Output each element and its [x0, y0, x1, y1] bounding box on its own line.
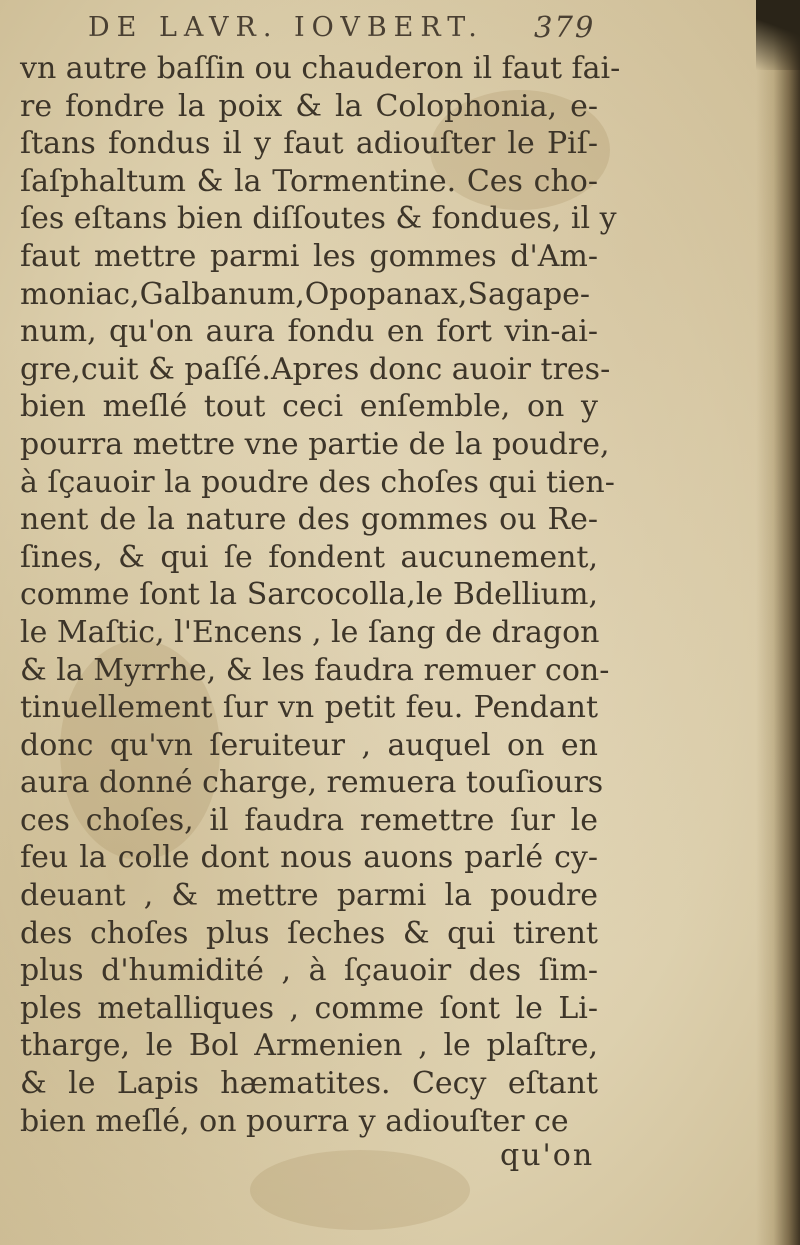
text-line: gre,cuit & paſſé.Apres donc auoir tres-	[20, 351, 611, 387]
text-line: des choſes plus ſeches & qui tirent	[20, 915, 598, 951]
text-line: tharge, le Bol Armenien , le plaſtre,	[20, 1028, 598, 1064]
running-head-title: DE LAVR. IOVBERT.	[88, 12, 484, 43]
text-line: ces choſes, il faudra remettre ſur le	[20, 802, 598, 838]
text-line: vn autre baſſin ou chauderon il faut fai-	[20, 51, 621, 86]
text-line: num, qu'on aura fondu en fort vin-ai-	[20, 314, 598, 350]
catchword: qu'on	[500, 1138, 595, 1173]
text-line: tinuellement ſur vn petit feu. Pendant	[20, 690, 598, 726]
text-line: moniac,Galbanum,Opopanax,Sagape-	[20, 276, 591, 312]
text-line: ſines, & qui ſe fondent aucunement,	[20, 539, 598, 575]
text-line: donc qu'vn ſeruiteur , auquel on en	[20, 727, 598, 763]
text-line: & le Lapis hæmatites. Cecy eſtant	[20, 1066, 598, 1102]
text-line: faut mettre parmi les gommes d'Am-	[20, 238, 598, 274]
text-line: & la Myrrhe, & les faudra remuer con-	[20, 652, 610, 688]
binding-gutter	[756, 0, 800, 1245]
text-line: bien meſlé, on pourra y adiouſter ce	[20, 1103, 569, 1139]
text-line: aura donné charge, remuera touſiours	[20, 765, 604, 801]
text-line: ſaſphaltum & la Tormentine. Ces cho-	[20, 163, 598, 199]
text-line: plus d'humidité , à ſçauoir des ſim-	[20, 953, 598, 989]
page-number: 379	[534, 10, 596, 44]
text-line: feu la colle dont nous auons parlé cy-	[20, 840, 598, 876]
text-line: re fondre la poix & la Colophonia, e-	[20, 88, 598, 124]
text-line: ples metalliques , comme ſont le Li-	[20, 990, 598, 1026]
text-line: deuant , & mettre parmi la poudre	[20, 878, 598, 914]
text-line: bien meſlé tout ceci enſemble, on y	[20, 389, 598, 425]
foxing-stain	[250, 1150, 470, 1230]
body-text	[20, 50, 621, 1140]
text-line: ſes eſtans bien diſſoutes & fondues, il y	[20, 201, 617, 237]
text-line: pourra mettre vne partie de la poudre,	[20, 426, 610, 462]
text-line: à ſçauoir la poudre des choſes qui tien-	[20, 464, 615, 500]
text-line: comme ſont la Sarcocolla,le Bdellium,	[20, 577, 598, 613]
page-corner-shadow	[756, 0, 800, 70]
text-line: ſtans fondus il y faut adiouſter le Piſ-	[20, 126, 598, 162]
text-line: nent de la nature des gommes ou Re-	[20, 502, 598, 538]
running-head	[88, 10, 596, 48]
text-line: le Maſtic, l'Encens , le ſang de dragon	[20, 614, 600, 650]
